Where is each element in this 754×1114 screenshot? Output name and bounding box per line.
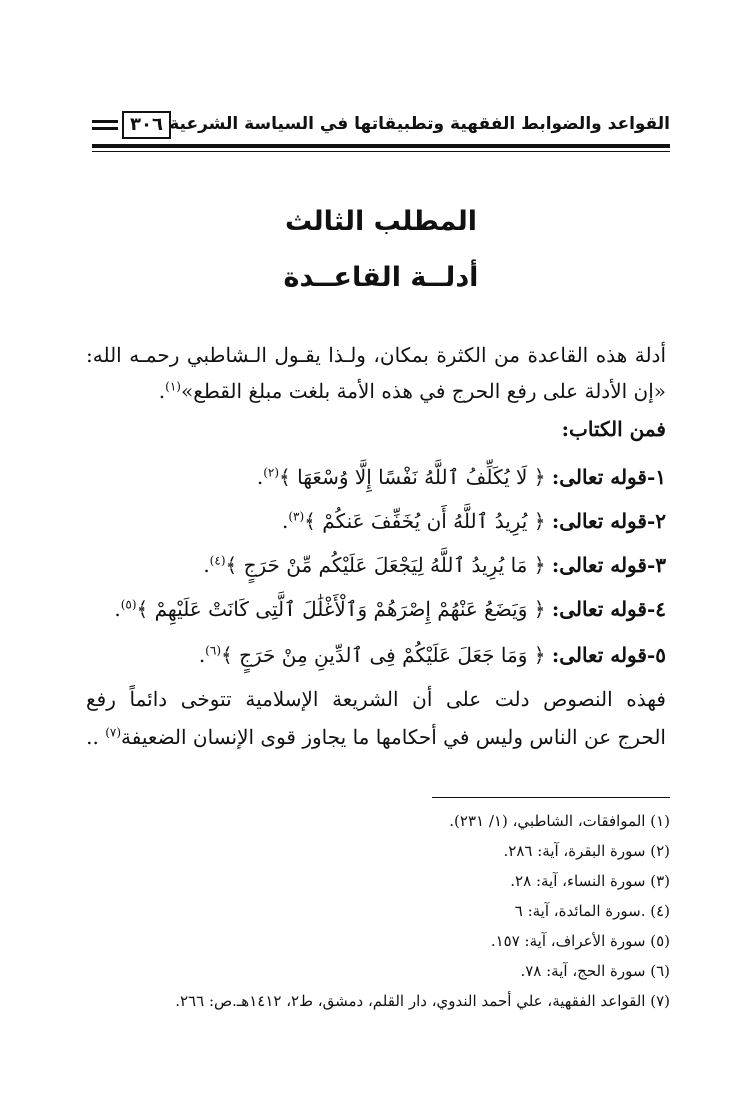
footnote-ref: (٤) xyxy=(209,553,226,568)
book-title: القواعد والضوابط الفقهية وتطبيقاتها في السياسة الشرعية xyxy=(169,114,670,134)
line-end: . xyxy=(158,379,166,403)
header-ornament-icon xyxy=(92,120,118,130)
footnote-ref: (٥) xyxy=(120,597,137,612)
footnote: (٣) سورة النساء، آية: ٢٨. xyxy=(510,872,670,890)
verse-line xyxy=(86,550,666,580)
verse-text: ﴿ وَيَضَعُ عَنْهُمْ إِصْرَهُمْ وَٱلْأَغْلَٰلَ ٱلَّتِى كَانَتْ عَلَيْهِمْ ﴾ xyxy=(136,597,546,621)
footnote: (٦) سورة الحج، آية: ٧٨. xyxy=(520,962,670,980)
verse-text: ﴿ مَا يُرِيدُ ٱللَّهُ لِيَجْعَلَ عَلَيْكُم مِّنْ حَرَجٍ ﴾ xyxy=(225,553,546,577)
conclusion-line-1: فهذه النصوص دلت على أن الشريعة الإسلامية تتوخى دائماً رفع xyxy=(86,687,666,711)
verse-text: ﴿ يُرِيدُ ٱللَّهُ أَن يُخَفِّفَ عَنكُمْ ﴾ xyxy=(304,509,546,533)
line-end: . xyxy=(198,643,206,667)
footnote-ref: (١) xyxy=(165,379,181,394)
book-heading: فمن الكتاب: xyxy=(561,417,666,441)
page-number-block xyxy=(92,110,176,140)
footnote: (٥) سورة الأعراف، آية: ١٥٧. xyxy=(490,932,670,950)
header-rule-thin xyxy=(92,151,670,152)
line-end: .. xyxy=(86,725,106,749)
verse-line xyxy=(86,506,666,536)
verse-label: ٢-قوله تعالى: xyxy=(551,509,666,533)
running-header xyxy=(92,108,670,146)
footnote: (١) الموافقات، الشاطبي، (١/ ٢٣١). xyxy=(449,812,670,830)
conclusion-line-2 xyxy=(86,722,666,752)
section-subtitle: أدلــة القاعــدة xyxy=(283,262,479,293)
footnote: (٢) سورة البقرة، آية: ٢٨٦. xyxy=(503,842,670,860)
footnote-ref: (٧) xyxy=(105,725,122,740)
line-end: . xyxy=(203,553,210,577)
footnote-ref: (٣) xyxy=(288,509,305,524)
body-line-2 xyxy=(86,376,666,406)
verse-label: ٤-قوله تعالى: xyxy=(551,597,666,621)
quote-text: «إن الأدلة على رفع الحرج في هذه الأمة بلغت مبلغ القطع» xyxy=(180,379,666,403)
footnote-ref: (٢) xyxy=(263,465,280,480)
section-heading: المطلب الثالث xyxy=(284,206,478,237)
conclusion-text: الحرج عن الناس وليس في أحكامها ما يجاوز قوى الإنسان الضعيفة xyxy=(121,725,666,749)
line-end: . xyxy=(281,509,289,533)
verse-line xyxy=(86,640,666,670)
line-end: . xyxy=(256,465,264,489)
verse-label: ٣-قوله تعالى: xyxy=(551,553,666,577)
line-end: . xyxy=(114,597,121,621)
footnote: (٤) .سورة المائدة، آية: ٦ xyxy=(514,902,670,920)
body-line-1: أدلة هذه القاعدة من الكثرة بمكان، ولـذا يقـول الـشاطبي رحمـه الله: xyxy=(86,343,666,367)
verse-text: ﴿ وَمَا جَعَلَ عَلَيْكُمْ فِى ٱلدِّينِ مِنْ حَرَجٍ ﴾ xyxy=(221,643,546,667)
page-number: ٣٠٦ xyxy=(122,111,171,139)
header-rule-thick xyxy=(92,144,670,148)
footnote: (٧) القواعد الفقهية، علي أحمد الندوي، دار القلم، دمشق، ط٢، ١٤١٢هـ.ص: ٢٦٦. xyxy=(175,992,670,1010)
verse-label: ٥-قوله تعالى: xyxy=(551,643,666,667)
verse-line xyxy=(86,462,666,492)
footnote-ref: (٦) xyxy=(205,643,221,658)
verse-text: ﴿ لَا يُكَلِّفُ ٱللَّهُ نَفْسًا إِلَّا وُسْعَهَا ﴾ xyxy=(279,465,546,489)
verse-line xyxy=(86,594,666,624)
verse-label: ١-قوله تعالى: xyxy=(551,465,666,489)
footnote-separator xyxy=(432,797,670,798)
